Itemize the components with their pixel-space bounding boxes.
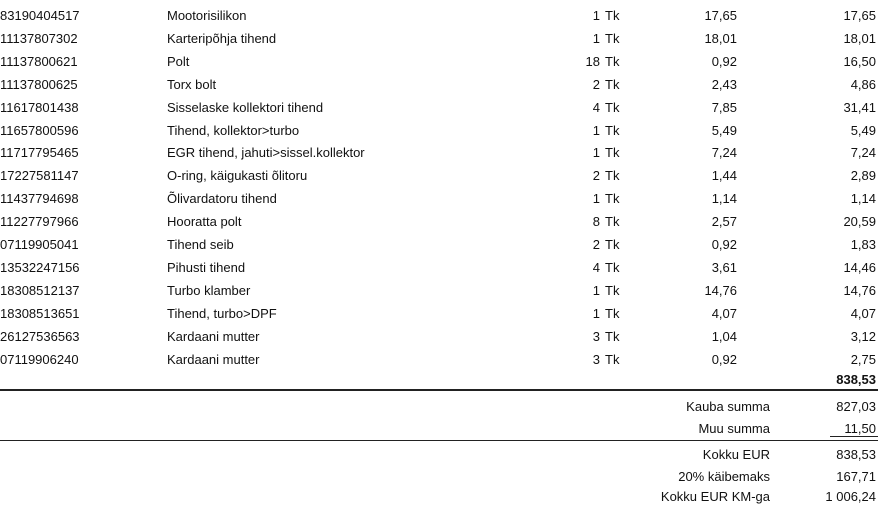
item-name: Tihend seib [167, 237, 234, 252]
item-line-total: 5,49 [850, 122, 876, 138]
item-unit: Tk [605, 351, 620, 367]
item-quantity: 4 [592, 99, 600, 115]
item-line-total: 18,01 [843, 30, 876, 46]
item-name: O-ring, käigukasti õlitoru [167, 168, 308, 184]
table-row [0, 165, 878, 187]
item-unit-price: 18,01 [704, 30, 737, 46]
item-unit-price: 0,92 [711, 237, 737, 252]
item-name: Hooratta polt [167, 214, 242, 230]
goods-sum-label: Kauba summa [686, 399, 770, 414]
item-quantity: 8 [592, 214, 600, 230]
item-line-total: 20,59 [843, 214, 876, 230]
item-unit: Tk [605, 328, 620, 344]
item-unit-price: 3,61 [711, 259, 737, 275]
item-quantity: 4 [592, 259, 600, 275]
item-code: 83190404517 [0, 8, 80, 23]
item-code: 11137807302 [0, 30, 78, 46]
table-row [0, 326, 878, 348]
item-unit-price: 14,76 [704, 282, 737, 298]
item-unit-price: 1,44 [711, 168, 737, 184]
item-name: Turbo klamber [167, 282, 251, 298]
other-sum-label: Muu summa [698, 421, 770, 436]
item-code: 26127536563 [0, 328, 80, 344]
item-code: 17227581147 [0, 168, 79, 184]
subtotal-value: 838,53 [836, 372, 876, 387]
item-unit-price: 7,24 [711, 145, 737, 161]
item-name: Tihend, turbo>DPF [167, 305, 277, 321]
subtotal-row [0, 369, 878, 391]
table-row [0, 211, 878, 233]
item-unit: Tk [605, 191, 620, 207]
item-unit: Tk [605, 145, 620, 161]
item-unit: Tk [605, 259, 620, 275]
item-code: 11437794698 [0, 191, 79, 207]
goods-sum-value: 827,03 [836, 399, 876, 414]
item-code: 11227797966 [0, 214, 79, 230]
item-unit-price: 5,49 [711, 122, 737, 138]
item-name: Tihend, kollektor>turbo [167, 122, 300, 138]
item-unit-price: 1,04 [711, 328, 737, 344]
item-quantity: 3 [592, 328, 600, 344]
summary-goods-row [0, 396, 878, 418]
table-row [0, 188, 878, 210]
item-unit-price: 1,14 [711, 191, 737, 207]
divider-bottom [0, 440, 878, 441]
table-row [0, 51, 878, 73]
item-line-total: 7,24 [850, 145, 876, 161]
item-name: Polt [167, 53, 190, 69]
item-code: 18308513651 [0, 305, 80, 321]
item-unit: Tk [605, 99, 620, 115]
table-row [0, 97, 878, 119]
item-code: 13532247156 [0, 259, 80, 275]
item-line-total: 14,76 [843, 282, 876, 298]
item-line-total: 31,41 [843, 99, 876, 115]
item-line-total: 4,86 [850, 76, 876, 92]
item-name: Karteripõhja tihend [167, 30, 277, 46]
other-sum-underline [830, 436, 878, 437]
item-name: Pihusti tihend [167, 259, 246, 275]
item-name: Sisselaske kollektori tihend [167, 99, 324, 115]
item-quantity: 1 [592, 305, 600, 321]
divider-top [0, 389, 878, 391]
vat-value: 167,71 [836, 469, 876, 484]
item-line-total: 2,75 [850, 351, 876, 367]
item-unit: Tk [605, 76, 620, 92]
item-line-total: 1,83 [850, 237, 876, 252]
grand-total-value: 1 006,24 [825, 489, 876, 504]
grand-total-label: Kokku EUR KM-ga [660, 489, 770, 504]
item-code: 11657800596 [0, 122, 79, 138]
item-line-total: 16,50 [843, 53, 876, 69]
item-code: 07119905041 [0, 237, 79, 252]
item-unit: Tk [605, 122, 620, 138]
item-unit-price: 17,65 [704, 8, 737, 23]
item-quantity: 18 [585, 53, 600, 69]
item-unit: Tk [605, 237, 620, 252]
table-row [0, 5, 878, 27]
item-unit-price: 2,57 [711, 214, 737, 230]
item-code: 11717795465 [0, 145, 79, 161]
item-quantity: 1 [592, 282, 600, 298]
item-line-total: 4,07 [850, 305, 876, 321]
item-quantity: 1 [592, 145, 600, 161]
summary-other-row [0, 418, 878, 440]
vat-label: 20% käibemaks [678, 469, 770, 484]
item-code: 07119906240 [0, 351, 79, 367]
item-code: 18308512137 [0, 282, 80, 298]
table-row [0, 349, 878, 371]
table-row [0, 234, 878, 256]
item-code: 11137800621 [0, 53, 78, 69]
summary-total-row [0, 444, 878, 466]
total-value: 838,53 [836, 447, 876, 462]
item-line-total: 3,12 [850, 328, 876, 344]
item-quantity: 2 [592, 237, 600, 252]
item-unit-price: 7,85 [711, 99, 737, 115]
item-unit-price: 0,92 [711, 53, 737, 69]
item-code: 11137800625 [0, 76, 78, 92]
item-name: Õlivardatoru tihend [167, 191, 277, 207]
item-unit-price: 4,07 [711, 305, 737, 321]
item-unit: Tk [605, 168, 620, 184]
item-name: Kardaani mutter [167, 351, 260, 367]
summary-vat-row [0, 466, 878, 488]
item-code: 11617801438 [0, 99, 79, 115]
item-quantity: 3 [592, 351, 600, 367]
table-row [0, 303, 878, 325]
item-line-total: 17,65 [843, 8, 876, 23]
table-row [0, 120, 878, 142]
item-unit: Tk [605, 282, 620, 298]
table-row [0, 74, 878, 96]
item-name: Mootorisilikon [167, 8, 247, 23]
table-row [0, 28, 878, 50]
item-name: Torx bolt [167, 76, 217, 92]
item-line-total: 14,46 [843, 259, 876, 275]
summary-grand-row [0, 486, 878, 508]
table-row [0, 257, 878, 279]
table-row [0, 142, 878, 164]
table-row [0, 280, 878, 302]
item-unit: Tk [605, 8, 620, 23]
total-label: Kokku EUR [702, 447, 770, 462]
item-quantity: 1 [592, 8, 600, 23]
item-quantity: 2 [592, 168, 600, 184]
item-line-total: 1,14 [850, 191, 876, 207]
other-sum-value: 11,50 [844, 421, 876, 436]
item-name: Kardaani mutter [167, 328, 260, 344]
item-name: EGR tihend, jahuti>sissel.kollektor [167, 145, 365, 161]
item-quantity: 1 [592, 191, 600, 207]
item-line-total: 2,89 [850, 168, 876, 184]
item-unit: Tk [605, 305, 620, 321]
item-unit-price: 2,43 [711, 76, 737, 92]
item-unit: Tk [605, 53, 620, 69]
item-quantity: 1 [592, 30, 600, 46]
item-unit: Tk [605, 214, 620, 230]
item-quantity: 1 [592, 122, 600, 138]
item-quantity: 2 [592, 76, 600, 92]
item-unit-price: 0,92 [711, 351, 737, 367]
item-unit: Tk [605, 30, 620, 46]
